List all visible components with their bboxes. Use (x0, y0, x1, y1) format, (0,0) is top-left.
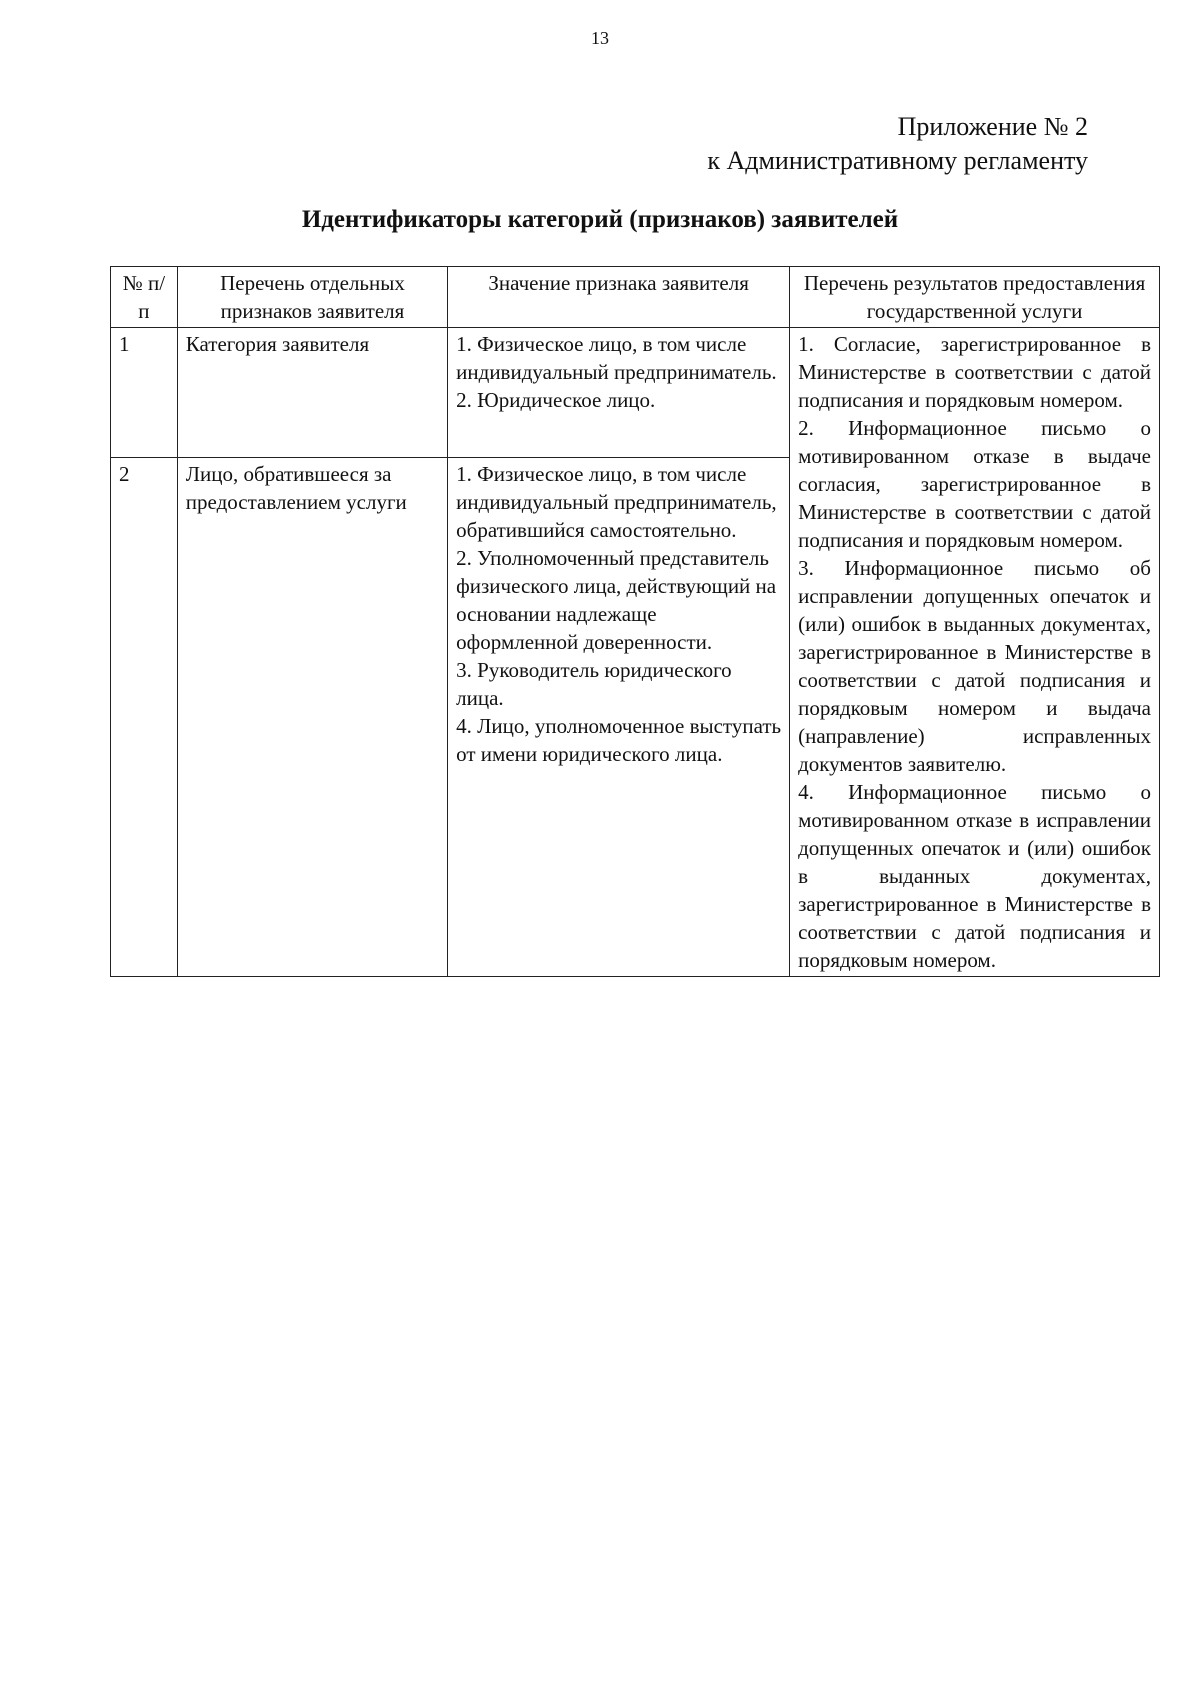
column-header-results: Перечень результатов предоставления государственной услуги (790, 267, 1160, 328)
row-number: 1 (111, 328, 178, 458)
page-number: 13 (591, 28, 609, 48)
value-item: 3. Руководитель юридического лица. (456, 658, 732, 710)
appendix-line-2: к Административному регламенту (707, 146, 1088, 175)
value-item: 2. Уполномоченный представитель физического лица, действующий на основании надлежаще оформленной доверенности. (456, 546, 777, 654)
column-header-number: № п/п (111, 267, 178, 328)
feature-cell: Категория заявителя (177, 328, 447, 458)
appendix-line-1: Приложение № 2 (897, 112, 1088, 141)
result-item: 3. Информационное письмо об исправлении допущенных опечаток и (или) ошибок в выданных документах, зарегистрированное в Министерстве в соответствии с датой подписания и порядковым номером и выдача (направление) исправленных документов заявителю. (798, 556, 1151, 776)
result-item: 1. Согласие, зарегистрированное в Министерстве в соответствии с датой подписания и порядковым номером. (798, 332, 1151, 412)
result-item: 4. Информационное письмо о мотивированном отказе в исправлении допущенных опечаток и (или) ошибок в выданных документах, зарегистрированное в Министерстве в соответствии с датой подписания и порядковым номером. (798, 780, 1151, 972)
results-cell (790, 328, 1160, 977)
values-cell (448, 328, 790, 458)
appendix-header (707, 110, 1088, 178)
table-header-row (111, 267, 1160, 328)
value-item: 1. Физическое лицо, в том числе индивидуальный предприниматель. (456, 332, 777, 384)
value-item: 1. Физическое лицо, в том числе индивидуальный предприниматель, обратившийся самостоятельно. (456, 462, 777, 542)
document-title: Идентификаторы категорий (признаков) заявителей (301, 206, 899, 233)
table-row (111, 328, 1160, 458)
value-item: 4. Лицо, уполномоченное выступать от имени юридического лица. (456, 714, 782, 766)
identifiers-table (110, 266, 1160, 977)
feature-cell: Лицо, обратившееся за предоставлением услуги (177, 458, 447, 977)
row-number: 2 (111, 458, 178, 977)
value-item: 2. Юридическое лицо. (456, 388, 656, 412)
column-header-features: Перечень отдельных признаков заявителя (177, 267, 447, 328)
column-header-values: Значение признака заявителя (448, 267, 790, 328)
values-cell (448, 458, 790, 977)
result-item: 2. Информационное письмо о мотивированном отказе в выдаче согласия, зарегистрированное в Министерстве в соответствии с датой подписания и порядковым номером. (798, 416, 1151, 552)
